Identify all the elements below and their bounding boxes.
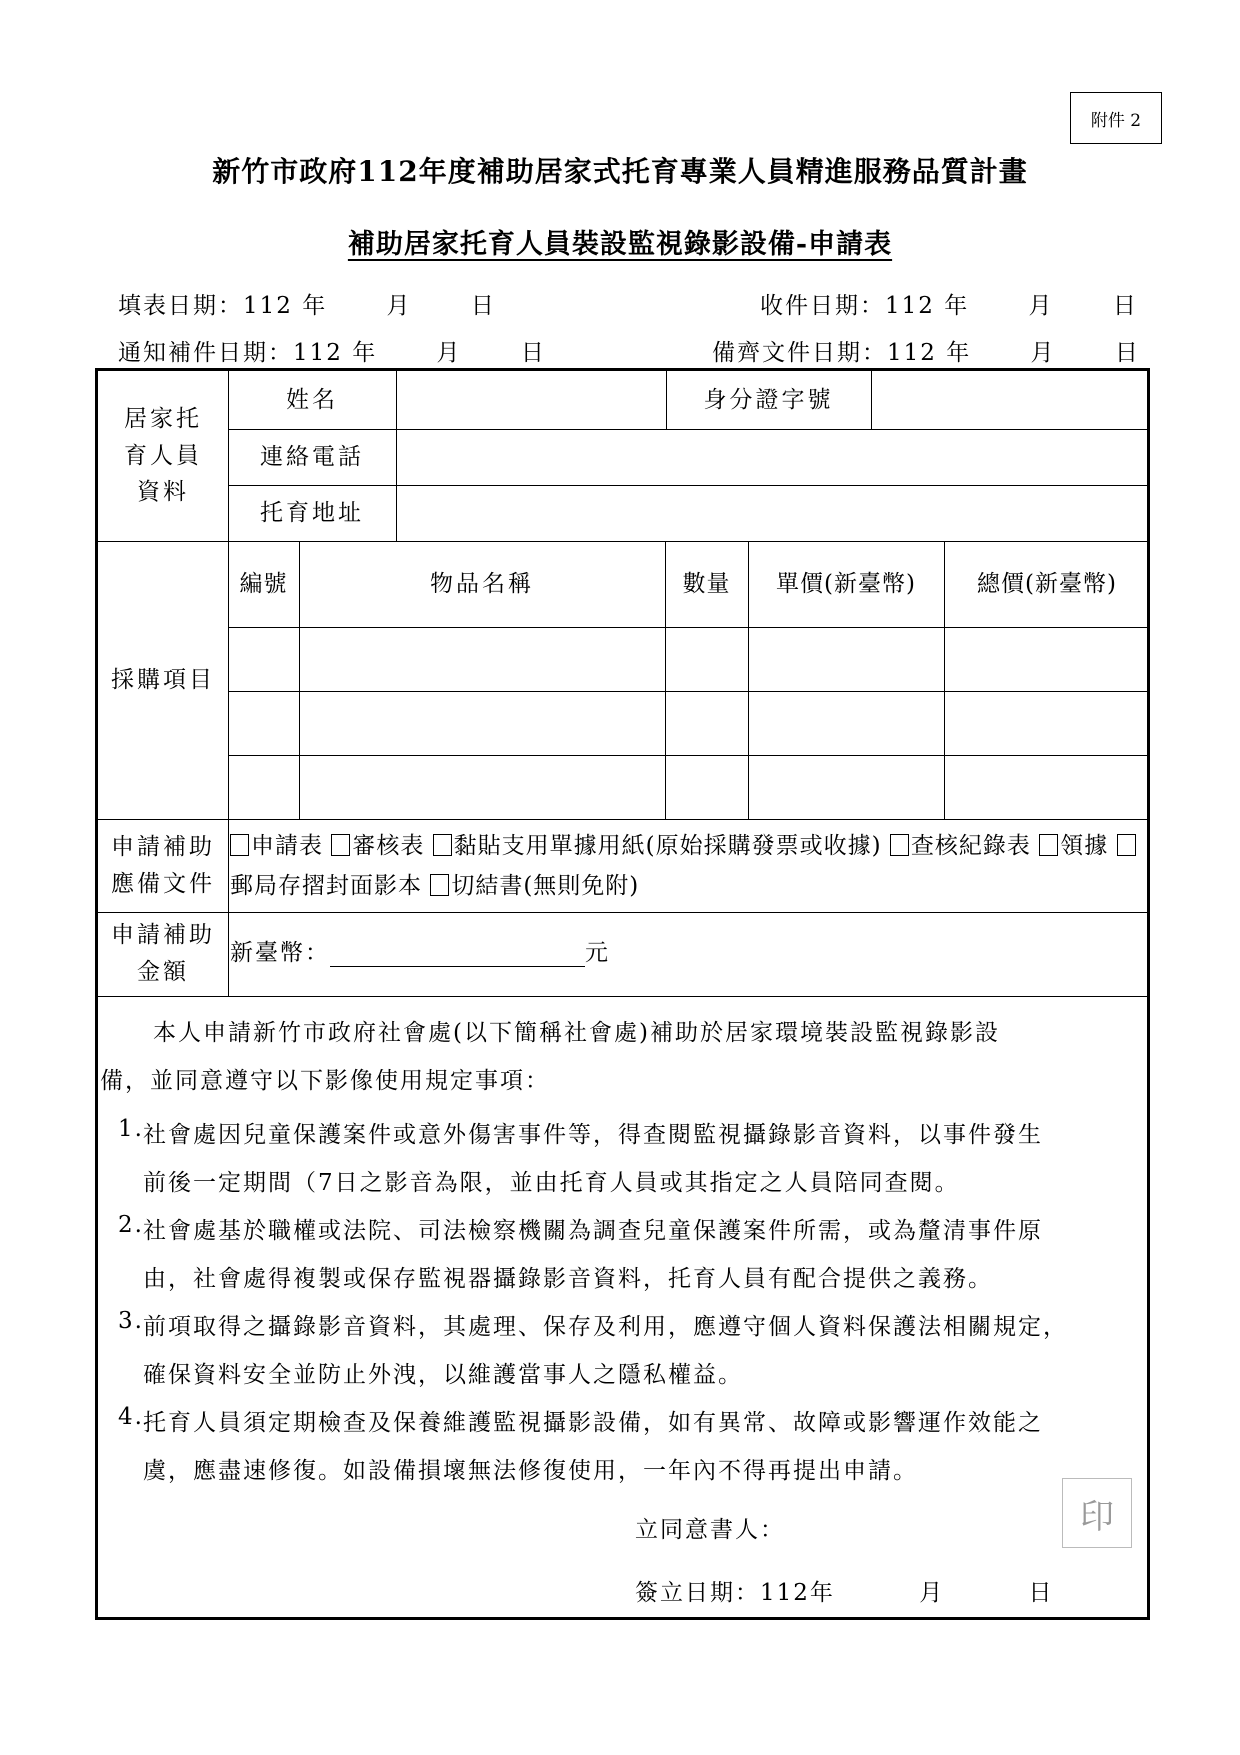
name-label: 姓名 bbox=[286, 386, 338, 413]
rule-2-number: 2. bbox=[118, 1212, 144, 1238]
checkbox[interactable] bbox=[1039, 834, 1058, 856]
rule-2-line1: 社會處基於職權或法院、司法檢察機關為調查兒童保護案件所需，或為釐清事件原 bbox=[143, 1218, 1043, 1244]
checkbox[interactable] bbox=[1117, 834, 1136, 856]
id-number-label: 身分證字號 bbox=[703, 386, 834, 413]
application-form bbox=[95, 368, 1150, 1620]
header-item-name: 物品名稱 bbox=[430, 570, 534, 597]
id-number-field[interactable] bbox=[871, 371, 1150, 429]
notify-date: 通知補件日期：112 年 月 日 bbox=[118, 340, 546, 366]
documents-section-label: 申請補助應備文件 bbox=[111, 833, 215, 897]
form-subtitle: 補助居家托育人員裝設監視錄影設備-申請表 bbox=[347, 229, 893, 260]
header-unit-price: 單價(新臺幣) bbox=[776, 570, 916, 597]
table-row[interactable] bbox=[228, 755, 1150, 819]
checkbox[interactable] bbox=[430, 874, 449, 896]
document-title: 新竹市政府112年度補助居家式托育專業人員精進服務品質計畫 bbox=[212, 155, 1028, 188]
rule-3-line1: 前項取得之攝錄影音資料，其處理、保存及利用，應遵守個人資料保護法相關規定， bbox=[143, 1314, 1068, 1340]
receive-date: 收件日期：112 年 月 日 bbox=[760, 293, 1138, 319]
amount-suffix: 元 bbox=[585, 940, 610, 967]
rule-3-number: 3. bbox=[118, 1308, 144, 1334]
documents-checklist bbox=[230, 826, 1150, 907]
header-total-price: 總價(新臺幣) bbox=[977, 570, 1117, 597]
phone-field[interactable] bbox=[396, 429, 1150, 485]
doc-receipt-paper: 黏貼支用單據用紙(原始採購發票或收據) bbox=[453, 833, 882, 859]
checkbox[interactable] bbox=[331, 834, 350, 856]
rule-4-line1: 托育人員須定期檢查及保養維護監視攝影設備，如有異常、故障或影響運作效能之 bbox=[143, 1410, 1043, 1436]
table-row[interactable] bbox=[228, 691, 1150, 755]
doc-passbook-copy: 郵局存摺封面影本 bbox=[230, 873, 422, 900]
fill-date: 填表日期：112 年 月 日 bbox=[118, 293, 496, 319]
table-row[interactable] bbox=[228, 627, 1150, 691]
seal-stamp-box[interactable]: 印 bbox=[1062, 1478, 1132, 1548]
complete-date: 備齊文件日期：112 年 月 日 bbox=[712, 340, 1140, 366]
checkbox[interactable] bbox=[890, 834, 909, 856]
name-field[interactable] bbox=[396, 371, 666, 429]
purchase-section-label: 採購項目 bbox=[111, 666, 215, 693]
doc-audit-record: 查核紀錄表 bbox=[910, 833, 1031, 859]
address-label: 托育地址 bbox=[260, 499, 364, 526]
sign-date: 簽立日期：112年 月 日 bbox=[635, 1580, 1054, 1606]
agreement-intro-line1: 本人申請新竹市政府社會處(以下簡稱社會處)補助於居家環境裝設監視錄影設 bbox=[153, 1020, 1000, 1046]
doc-review: 審核表 bbox=[352, 833, 425, 859]
rule-3-line2: 確保資料安全並防止外洩，以維護當事人之隱私權益。 bbox=[143, 1362, 743, 1388]
rule-1-line2: 前後一定期間（7日之影音為限，並由托育人員或其指定之人員陪同查閱。 bbox=[143, 1170, 960, 1196]
doc-application: 申請表 bbox=[251, 833, 323, 859]
header-number: 編號 bbox=[239, 570, 288, 597]
doc-affidavit: 切結書(無則免附) bbox=[451, 873, 640, 900]
agreement-intro-line2: 備，並同意遵守以下影像使用規定事項： bbox=[100, 1068, 550, 1094]
address-field[interactable] bbox=[396, 485, 1150, 541]
header-quantity: 數量 bbox=[682, 570, 731, 597]
rule-4-number: 4. bbox=[118, 1404, 144, 1430]
amount-section-label: 申請補助金額 bbox=[111, 922, 215, 985]
rule-4-line2: 虞，應盡速修復。如設備損壞無法修復使用，一年內不得再提出申請。 bbox=[143, 1458, 918, 1484]
doc-receipt: 領據 bbox=[1060, 833, 1109, 859]
amount-row bbox=[230, 912, 610, 996]
signer-label: 立同意書人： bbox=[635, 1517, 785, 1543]
rule-1-line1: 社會處因兒童保護案件或意外傷害事件等，得查閱監視攝錄影音資料，以事件發生 bbox=[143, 1122, 1043, 1148]
amount-prefix: 新臺幣： bbox=[230, 940, 330, 967]
rule-1-number: 1. bbox=[118, 1116, 144, 1142]
checkbox[interactable] bbox=[433, 834, 452, 856]
amount-input[interactable] bbox=[330, 942, 585, 967]
attachment-label: 附件 2 bbox=[1070, 92, 1162, 144]
phone-label: 連絡電話 bbox=[260, 443, 364, 470]
rule-2-line2: 由，社會處得複製或保存監視器攝錄影音資料，托育人員有配合提供之義務。 bbox=[143, 1266, 993, 1292]
personal-section-label: 居家托育人員資料 bbox=[124, 405, 202, 506]
checkbox[interactable] bbox=[230, 834, 249, 856]
